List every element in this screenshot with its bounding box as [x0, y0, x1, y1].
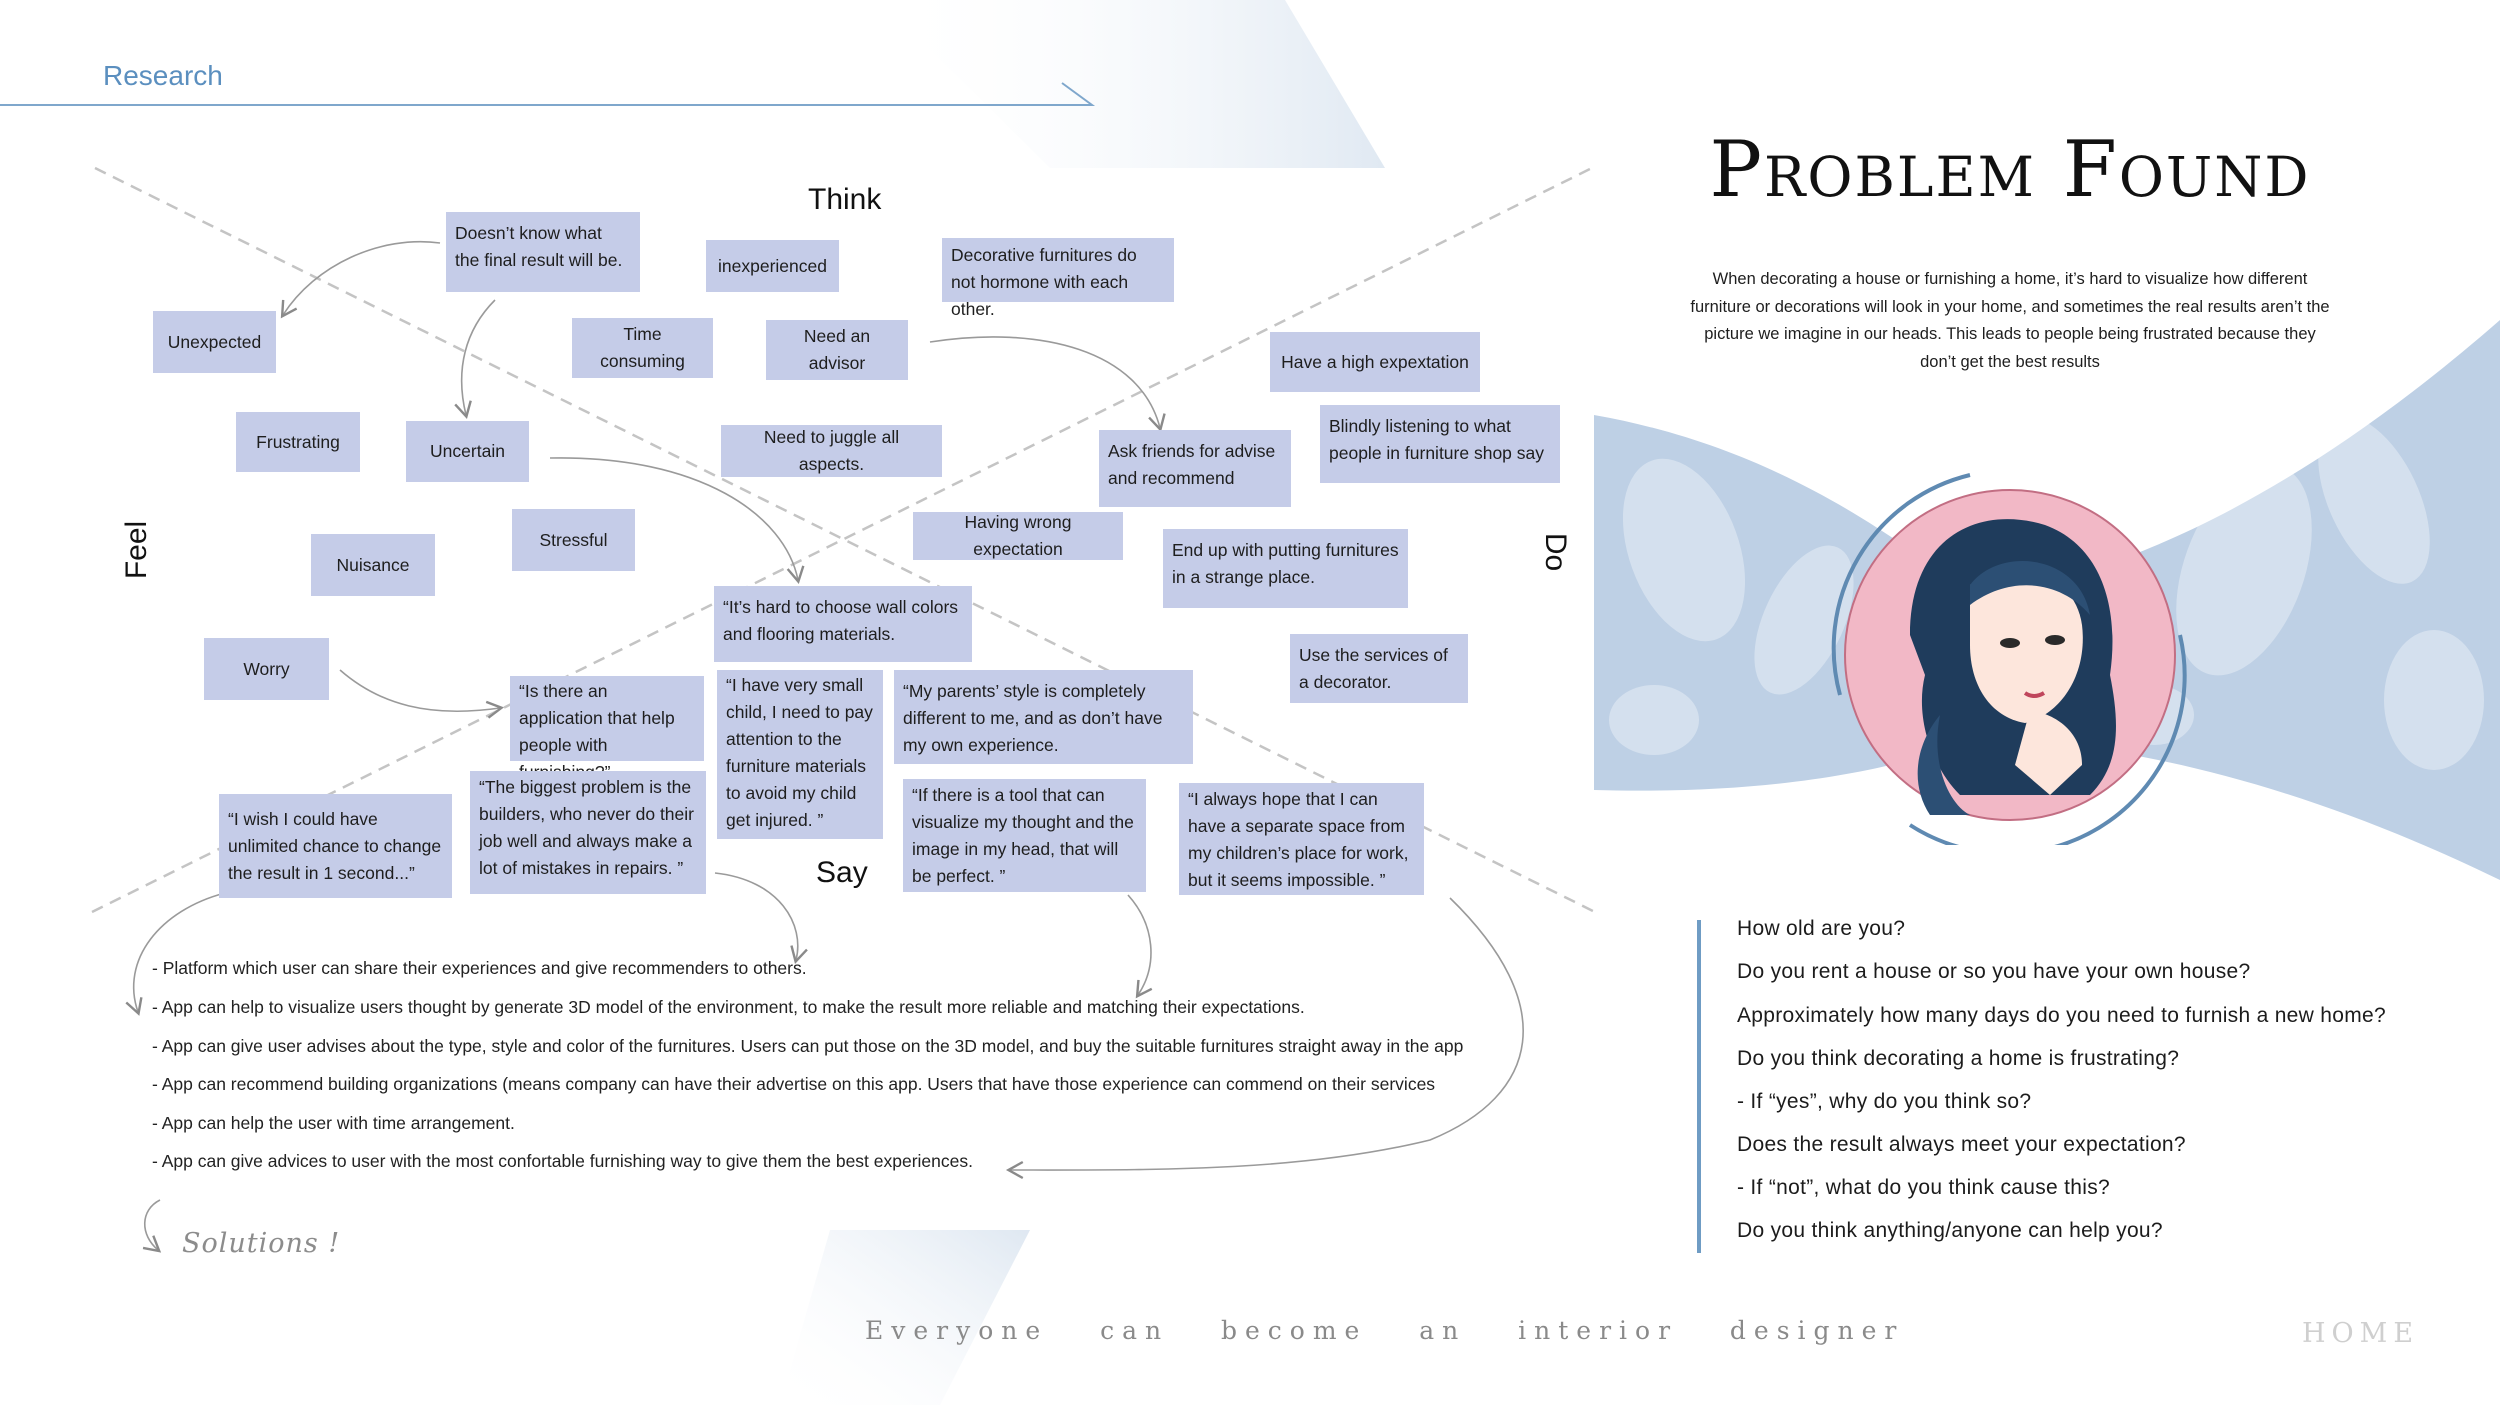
solution-item: - Platform which user can share their experiences and give recommenders to others.	[152, 958, 807, 978]
think-note: Need an advisor	[766, 320, 908, 380]
do-note: End up with putting furnitures in a strange place.	[1163, 529, 1408, 608]
feel-note: Frustrating	[236, 412, 360, 472]
section-title: Research	[103, 60, 223, 91]
say-note: “The biggest problem is the builders, who never do their job well and always make a lot of mistakes in repairs. ”	[470, 771, 706, 894]
problem-description-line: don’t get the best results	[1920, 352, 2100, 371]
problem-description	[1660, 266, 2360, 376]
do-note: Ask friends for advise and recommend	[1099, 430, 1291, 507]
think-note: Doesn’t know what the final result will be.	[446, 212, 640, 292]
question-item: - If “not”, what do you think cause this?	[1737, 1176, 2110, 1199]
feel-note: Worry	[204, 638, 329, 700]
think-note: Time consuming	[572, 318, 713, 378]
do-note: Have a high expextation	[1270, 332, 1480, 392]
question-item: Approximately how many days do you need to furnish a new home?	[1737, 1004, 2386, 1027]
problem-description-line: When decorating a house or furnishing a home, it’s hard to visualize how different	[1712, 270, 2308, 288]
solution-item: - App can give advices to user with the most confortable furnishing way to give them the best experiences.	[152, 1151, 973, 1171]
feel-note: Nuisance	[311, 534, 435, 596]
question-item: Does the result always meet your expectation?	[1737, 1133, 2186, 1156]
footer-tagline: Everyone can become an interior designer	[865, 1316, 1905, 1345]
think-note: Need to juggle all aspects.	[721, 425, 942, 477]
solution-item: - App can give user advises about the type, style and color of the furnitures. Users can put those on the 3D model, and buy the suitable furnitures straight away in the app	[152, 1036, 1464, 1056]
question-item: Do you think anything/anyone can help you?	[1737, 1219, 2163, 1242]
solutions-handwritten-label: Solutions !	[182, 1228, 341, 1259]
axis-label-think: Think	[808, 183, 882, 216]
say-note: “If there is a tool that can visualize my thought and the image in my head, that will be perfect. ”	[903, 779, 1146, 892]
axis-label-feel: Feel	[120, 520, 154, 580]
do-note: Having wrong expectation	[913, 512, 1123, 560]
feel-note: Unexpected	[153, 311, 276, 373]
think-note: Decorative furnitures do not hormone with each other.	[942, 238, 1174, 302]
avatar-illustration	[1820, 465, 2200, 845]
say-note: “It’s hard to choose wall colors and flooring materials.	[714, 586, 972, 662]
feel-note: Uncertain	[406, 421, 529, 482]
say-note: “Is there an application that help people with	[510, 676, 704, 761]
say-note: “I always hope that I can have a separate space from my children’s place for work, but it seems impossible. ”	[1179, 783, 1424, 895]
axis-label-do: Do	[1539, 532, 1573, 572]
solution-item: - App can help the user with time arrangement.	[152, 1113, 515, 1133]
do-note: Blindly listening to what people in furniture shop say	[1320, 405, 1560, 483]
question-item: - If “yes”, why do you think so?	[1737, 1090, 2032, 1113]
questions-divider	[1697, 920, 1701, 1253]
problem-description-line: furniture or decorations will look in your home, and sometimes the real results aren’t the	[1690, 297, 2330, 316]
home-link[interactable]: HOME	[2302, 1318, 2420, 1349]
think-note: inexperienced	[706, 240, 839, 292]
problem-description-line: picture we imagine in our heads. This leads to people being frustrated because they	[1704, 325, 2316, 343]
question-item: How old are you?	[1737, 917, 1906, 940]
problem-title-text: Problem Found	[1709, 125, 2311, 215]
say-note: “I have very small child, I need to pay attention to the furniture materials to avoid my child get injured. ”	[717, 670, 883, 839]
solution-item: - App can help to visualize users thought by generate 3D model of the environment, to make the result more reliable and matching their expectations.	[152, 997, 1305, 1017]
do-note: Use the services of a decorator.	[1290, 634, 1468, 703]
question-item: Do you rent a house or so you have your own house?	[1737, 960, 2251, 983]
say-note: “My parents’ style is completely different to me, and as don’t have my own experience.	[894, 670, 1193, 764]
axis-label-say: Say	[816, 856, 868, 889]
question-item: Do you think decorating a home is frustrating?	[1737, 1047, 2180, 1070]
say-note: “I wish I could have unlimited chance to change the result in 1 second...”	[219, 794, 452, 898]
problem-title	[1700, 125, 2320, 215]
solution-item: - App can recommend building organizations (means company can have their advertise on this app. Users that have those experience can commend on their services	[152, 1074, 1436, 1094]
feel-note: Stressful	[512, 509, 635, 571]
